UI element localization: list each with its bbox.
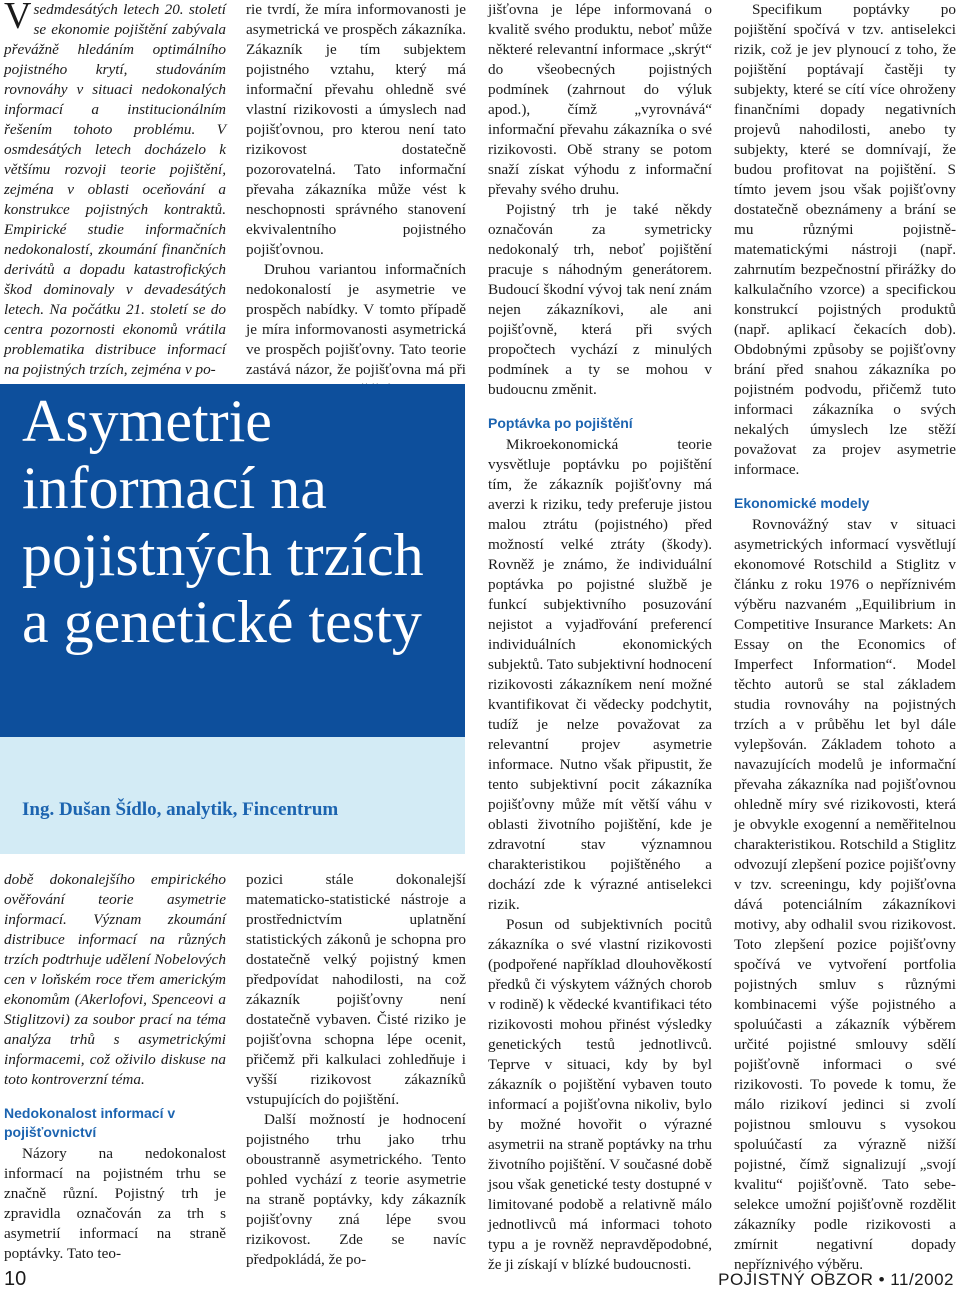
section-heading: Ekonomické modely (734, 495, 870, 511)
paragraph: pozici stále dokonalejší matematicko-statistické nástroje a prostřednictvím uplatnění statistických zákonů je schopna pro dostatečně velký pojistný kmen předpovídat nahodilosti, na což zákazník pojišťovny není dostatečně vybaven. Čisté riziko je pojišťovna schopna lépe ocenit, přičemž při kalkulaci zohledňuje i vyšší rizikovost zákazníků vstupujících do pojištění. (246, 871, 466, 1108)
column-3 (488, 0, 712, 1273)
article-author: Ing. Dušan Šídlo, analytik, Fincentrum (22, 799, 339, 820)
column-1-bottom (4, 870, 226, 1262)
paragraph: Rovnovážný stav v situaci asymetrických informací vysvětlují ekonomové Rotschild a Stiglitz v článku z roku 1976 o nepříznivém výběru nazvaném „Equilibrium in Competitive Insurance Markets: An Essay on the Economics of Imperfect Information“. Model těchto autorů se stal základem studia rovnováhy na pojistných trzích a v průběhu let byl dále vylepšován. Základem tohoto a navazujících modelů je informační převaha zákazníka nad pojišťovnou ohledně míry své rizikovosti, která je obvykle exogenní a neměřitelnou charakteristikou. Rotschild a Stiglitz odvozují zlepšení pozice pojišťovny v tzv. screeningu, kdy pojišťovna dává potenciálním zákazníkovi motivy, aby odhalil svou rizikovost. Toto zlepšení pozice pojišťovny spočívá ve vytvoření portfolia pojistných smluv s různými kombinacemi výše pojistného a spoluúčasti a zákazník výběrem určité pojistné smlouvy sdělí pojišťovně informaci o své rizikovosti. To povede k tomu, že málo rizikoví jedinci si zvolí pojistnou smlouvu s vysokou spoluúčastí za výrazně nižší pojistné, čímž signalizují „svojí kvalitu“ pojišťovně. Tato sebe-selekce umožní pojišťovně rozdělit zákazníky podle rizikovosti a zmírnit negativní dopady nepříznivého výběru. (734, 516, 956, 1273)
paragraph: Další možností je hodnocení pojistného trhu jako trhu oboustranně asymetrického. Tento pohled vychází z teorie asymetrie na straně poptávky, kdy zákazník pojišťovny zná lépe svou rizikovost. Zde se navíc předpokládá, že po- (246, 1111, 466, 1268)
paragraph: jišťovna je lépe informovaná o kvalitě svého produktu, neboť může některé relevantní informace „skrýt“ do všeobecných pojistných podmínek (zahrnout do výluk apod.), čímž „vyrovnává“ informační převahu zákazníka o své rizikovosti. Obě strany se potom snaží získat výhodu z informační převahy svého druhu. (488, 1, 712, 198)
author-banner (0, 737, 465, 854)
intro-text: sedmdesátých letech 20. století se ekonomie pojištění zabývala převážně hledáním optimálního pojistného krytí, studováním rovnováhy v situaci nedokonalých informací a institucionálním řešením tohoto problému. V osmdesátých letech docházelo k většímu rozvoji teorie pojištění, zejména v oblasti oceňování a konstrukce pojistných kontraktů. Empirické studie informačních nedokonalostí, zkoumání finančních derivátů a dopadu katastrofických škod dominovaly v devadesátých letech. Na počátku 21. století se do centra pozornosti ekonomů vrátila problematika distribuce informací na pojistných trzích, zejména v po- (4, 1, 226, 378)
title-banner (0, 384, 465, 737)
intro-continuation: době dokonalejšího empirického ověřování teorie asymetrie informací. Význam zkoumání distribuce informací na různých trzích podtrhuje udělení Nobelových cen v loňském roce třem americkým ekonomům (Akerlofovi, Spenceovi a Stiglitzovi) za soubor prací na téma analýza trhů s asymetrickými informacemi, což oživilo diskuse na toto kontroverzní téma. (4, 871, 226, 1088)
section-heading: Nedokonalost informací v pojišťovnictví (4, 1105, 176, 1140)
magazine-issue: POJISTNÝ OBZOR • 11/2002 (718, 1270, 954, 1289)
column-4 (734, 0, 956, 1273)
page-number: 10 (4, 1268, 27, 1290)
paragraph: Pojistný trh je také někdy označován za symetricky nedokonalý trh, neboť pojištění pracuje s náhodným generátorem. Budoucí škodní vývoj tak není znám nejen zákazníkovi, ale ani pojišťovně, která při svých propočtech vychází z minulých podmínek a ty se mohou v budoucnu změnit. (488, 201, 712, 398)
paragraph: Druhou variantou informačních nedokonalostí je asymetrie ve prospěch nabídky. V tomto případě je míra informovanosti asymetrická ve prospěch pojišťovny. Tato teorie zastává názor, že pojišťovna má při (246, 261, 466, 378)
intro-column (4, 0, 226, 384)
column-2-top (246, 0, 466, 384)
paragraph: Názory na nedokonalost informací na pojistném trhu se značně různí. Pojistný trh je zpravidla označován za trh s asymetrií informací na straně poptávky. Tato teo- (4, 1145, 226, 1262)
paragraph: rie tvrdí, že míra informovanosti je asymetrická ve prospěch zákazníka. Zákazník je tím subjektem pojistného vztahu, který má informační převahu ohledně své vlastní rizikovosti a úmyslech nad pojišťovnou, pro kterou není tato rizikovost dostatečně pozorovatelná. Tato informační převaha zákazníka může vést k neschopnosti správného stanovení ekvivalentního pojistného pojišťovnou. (246, 1, 466, 258)
intro-paragraph (4, 0, 226, 380)
column-2-bottom (246, 870, 466, 1268)
paragraph: Specifikum poptávky po pojištění spočívá v tzv. antiselekci rizik, což je jev plynoucí z toho, že pojištění poptávají častěji ty subjekty, které se cítí více ohroženy finančními dopady negativních projevů nahodilosti, anebo ty subjekty, které se domnívají, že budou profitovat na pojištění. S tímto jevem jsou však pojišťovny dostatečně obeznámeny a brání se mu různými pojistně-matematickými nástroji (např. zahrnutím bezpečnostní přirážky do kalkulačního vzorce) a specifickou konstrukcí pojistných produktů (např. aplikací čekacích dob). Obdobnými způsoby se pojišťovny brání před snahou zákazníka po pojistném podvodu, přičemž tuto informaci zákazníka o svých nekalých úmyslech lze stěží považovat za projev asymetrie informace. (734, 1, 956, 478)
drop-cap: V (4, 0, 32, 37)
paragraph: Mikroekonomická teorie vysvětluje poptávku po pojištění tím, že zákazník pojišťovny má averzi k riziku, tedy preferuje jistou malou ztrátu (pojistného) před možností velké ztráty (škody). Rovněž je známo, že individuální poptávka po pojistné službě je funkcí subjektivního posuzování nejistot a vyjadřování preferencí individuálních ekonomických subjektů. Tato subjektivní hodnocení rizikovosti zákazníkem není možné kvantifikovat či vědecky podchytit, tudíž je nelze považovat za relevantní projev asymetrie informace. Nutno však připustit, že tento subjektivní pocit zákazníka pojišťovny může mít větší váhu v oblasti životního pojištění, kde je zdravotní stav významnou charakteristikou pojištěného a dochází zde k výrazné antiselekci rizik. (488, 436, 712, 913)
article-title: Asymetrie informací na pojistných trzích a genetické testy (22, 388, 424, 655)
paragraph: Posun od subjektivních pocitů zákazníka o své vlastní rizikovosti (podpořené například dlouhověkostí předků či výskytem vážných chorob v rodině) k vědecké kvantifikaci této rizikovosti mohou přinést výsledky genetických testů jednotlivců. Teprve v situaci, kdy by byl zákazník o pojištění vybaven touto informací a pojišťovna nikoliv, bylo by možné hovořit o výrazné asymetrii na straně poptávky na trhu životního pojištění. V současné době jsou však genetické testy dostupné v limitované podobě a relativně málo jednotlivců má informaci tohoto typu a je rovněž nepravděpodobné, že ji získají v blízké budoucnosti. (488, 916, 712, 1273)
section-heading: Poptávka po pojištění (488, 415, 633, 431)
